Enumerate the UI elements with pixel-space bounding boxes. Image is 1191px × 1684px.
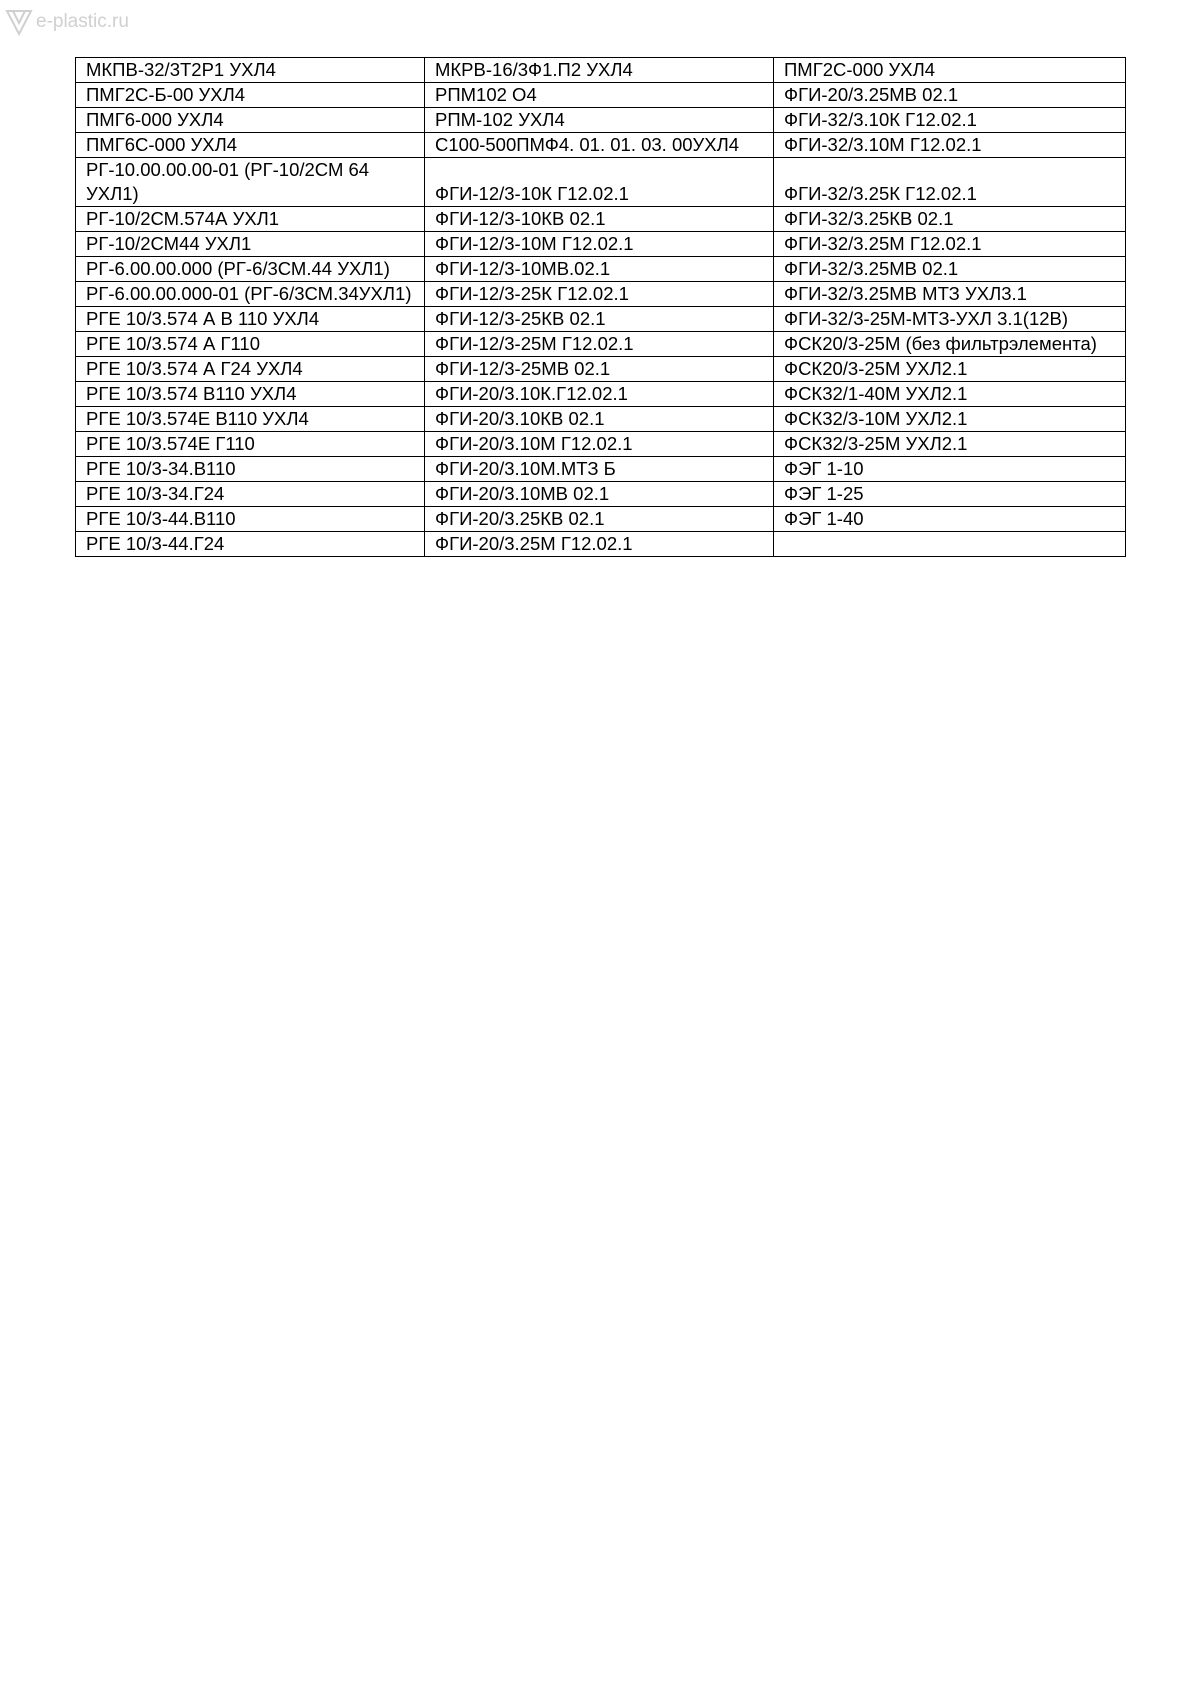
table-cell: РГ-10/2СМ44 УХЛ1 xyxy=(76,232,425,257)
table-cell: РГЕ 10/3.574 В110 УХЛ4 xyxy=(76,382,425,407)
table-cell: ФГИ-32/3.25МВ 02.1 xyxy=(774,257,1126,282)
table-cell: ФСК32/3-25М УХЛ2.1 xyxy=(774,432,1126,457)
table-cell: ФГИ-32/3.25МВ МТЗ УХЛ3.1 xyxy=(774,282,1126,307)
table-cell: С100-500ПМФ4. 01. 01. 03. 00УХЛ4 xyxy=(425,133,774,158)
table-cell: РГЕ 10/3.574 А В 110 УХЛ4 xyxy=(76,307,425,332)
table-cell: МКРВ-16/3Ф1.П2 УХЛ4 xyxy=(425,58,774,83)
e-plastic-logo-icon xyxy=(4,8,34,36)
table-cell: ФГИ-20/3.25МВ 02.1 xyxy=(774,83,1126,108)
table-cell: ФГИ-32/3-25М-МТЗ-УХЛ 3.1(12В) xyxy=(774,307,1126,332)
table-cell: РГ-10/2СМ.574А УХЛ1 xyxy=(76,207,425,232)
table-cell: РГЕ 10/3-44.Г24 xyxy=(76,532,425,557)
table-cell: ПМГ2С-Б-00 УХЛ4 xyxy=(76,83,425,108)
table-row xyxy=(76,307,1126,332)
table-row xyxy=(76,158,1126,207)
table-row xyxy=(76,108,1126,133)
table-cell: ФЭГ 1-25 xyxy=(774,482,1126,507)
table-row xyxy=(76,133,1126,158)
table-row xyxy=(76,432,1126,457)
table-cell: ФГИ-20/3.25М Г12.02.1 xyxy=(425,532,774,557)
table-cell: ФГИ-20/3.10МВ 02.1 xyxy=(425,482,774,507)
table-cell: МКПВ-32/3Т2Р1 УХЛ4 xyxy=(76,58,425,83)
table-cell: ФГИ-20/3.25КВ 02.1 xyxy=(425,507,774,532)
table-row xyxy=(76,232,1126,257)
table-cell: ПМГ2С-000 УХЛ4 xyxy=(774,58,1126,83)
table-cell: РГЕ 10/3.574 А Г110 xyxy=(76,332,425,357)
table-cell: ФГИ-12/3-25М Г12.02.1 xyxy=(425,332,774,357)
table-cell: РГЕ 10/3-44.В110 xyxy=(76,507,425,532)
table-cell: ФГИ-20/3.10М Г12.02.1 xyxy=(425,432,774,457)
table-row xyxy=(76,257,1126,282)
table-cell: ФЭГ 1-40 xyxy=(774,507,1126,532)
table-cell: ФГИ-32/3.25М Г12.02.1 xyxy=(774,232,1126,257)
table-cell: ФГИ-12/3-10М Г12.02.1 xyxy=(425,232,774,257)
table-cell: ФСК20/3-25М (без фильтрэлемента) xyxy=(774,332,1126,357)
watermark xyxy=(4,8,129,36)
table-cell: ФГИ-12/3-10МВ.02.1 xyxy=(425,257,774,282)
table-cell: ФГИ-32/3.10М Г12.02.1 xyxy=(774,133,1126,158)
table-cell: ФСК20/3-25М УХЛ2.1 xyxy=(774,357,1126,382)
table-row xyxy=(76,83,1126,108)
table-cell: РГЕ 10/3.574 А Г24 УХЛ4 xyxy=(76,357,425,382)
table-cell: ФГИ-12/3-25КВ 02.1 xyxy=(425,307,774,332)
table-cell: ФГИ-32/3.25К Г12.02.1 xyxy=(774,158,1126,207)
table-cell: ФСК32/1-40М УХЛ2.1 xyxy=(774,382,1126,407)
table-cell: ФГИ-12/3-10КВ 02.1 xyxy=(425,207,774,232)
table-row xyxy=(76,507,1126,532)
table-cell: ФГИ-20/3.10КВ 02.1 xyxy=(425,407,774,432)
table-cell: ФЭГ 1-10 xyxy=(774,457,1126,482)
table-cell: РПМ102 О4 xyxy=(425,83,774,108)
table-cell: РГЕ 10/3-34.Г24 xyxy=(76,482,425,507)
table-cell: РГ-6.00.00.000 (РГ-6/3СМ.44 УХЛ1) xyxy=(76,257,425,282)
table-row xyxy=(76,382,1126,407)
table-cell: ФГИ-20/3.10М.МТЗ Б xyxy=(425,457,774,482)
table-row xyxy=(76,58,1126,83)
table-cell: ФСК32/3-10М УХЛ2.1 xyxy=(774,407,1126,432)
parts-table-body xyxy=(76,58,1126,557)
table-row xyxy=(76,407,1126,432)
table-row xyxy=(76,482,1126,507)
table-cell: РГЕ 10/3-34.В110 xyxy=(76,457,425,482)
table-cell: ФГИ-32/3.25КВ 02.1 xyxy=(774,207,1126,232)
table-cell: ФГИ-32/3.10К Г12.02.1 xyxy=(774,108,1126,133)
table-row xyxy=(76,207,1126,232)
table-row xyxy=(76,282,1126,307)
table-cell: РПМ-102 УХЛ4 xyxy=(425,108,774,133)
table-cell: ФГИ-20/3.10К.Г12.02.1 xyxy=(425,382,774,407)
table-cell: ПМГ6С-000 УХЛ4 xyxy=(76,133,425,158)
table-cell: ФГИ-12/3-25К Г12.02.1 xyxy=(425,282,774,307)
table-cell: РГЕ 10/3.574Е В110 УХЛ4 xyxy=(76,407,425,432)
parts-table xyxy=(75,57,1126,557)
table-cell: ФГИ-12/3-25МВ 02.1 xyxy=(425,357,774,382)
table-row xyxy=(76,357,1126,382)
table-cell: РГ-6.00.00.000-01 (РГ-6/3СМ.34УХЛ1) xyxy=(76,282,425,307)
table-cell: ПМГ6-000 УХЛ4 xyxy=(76,108,425,133)
watermark-text: e-plastic.ru xyxy=(36,11,129,32)
table-row xyxy=(76,532,1126,557)
table-row xyxy=(76,457,1126,482)
table-cell: РГ-10.00.00.00-01 (РГ-10/2СМ 64 УХЛ1) xyxy=(76,158,425,207)
table-cell: ФГИ-12/3-10К Г12.02.1 xyxy=(425,158,774,207)
table-cell xyxy=(774,532,1126,557)
table-row xyxy=(76,332,1126,357)
table-cell: РГЕ 10/3.574Е Г110 xyxy=(76,432,425,457)
